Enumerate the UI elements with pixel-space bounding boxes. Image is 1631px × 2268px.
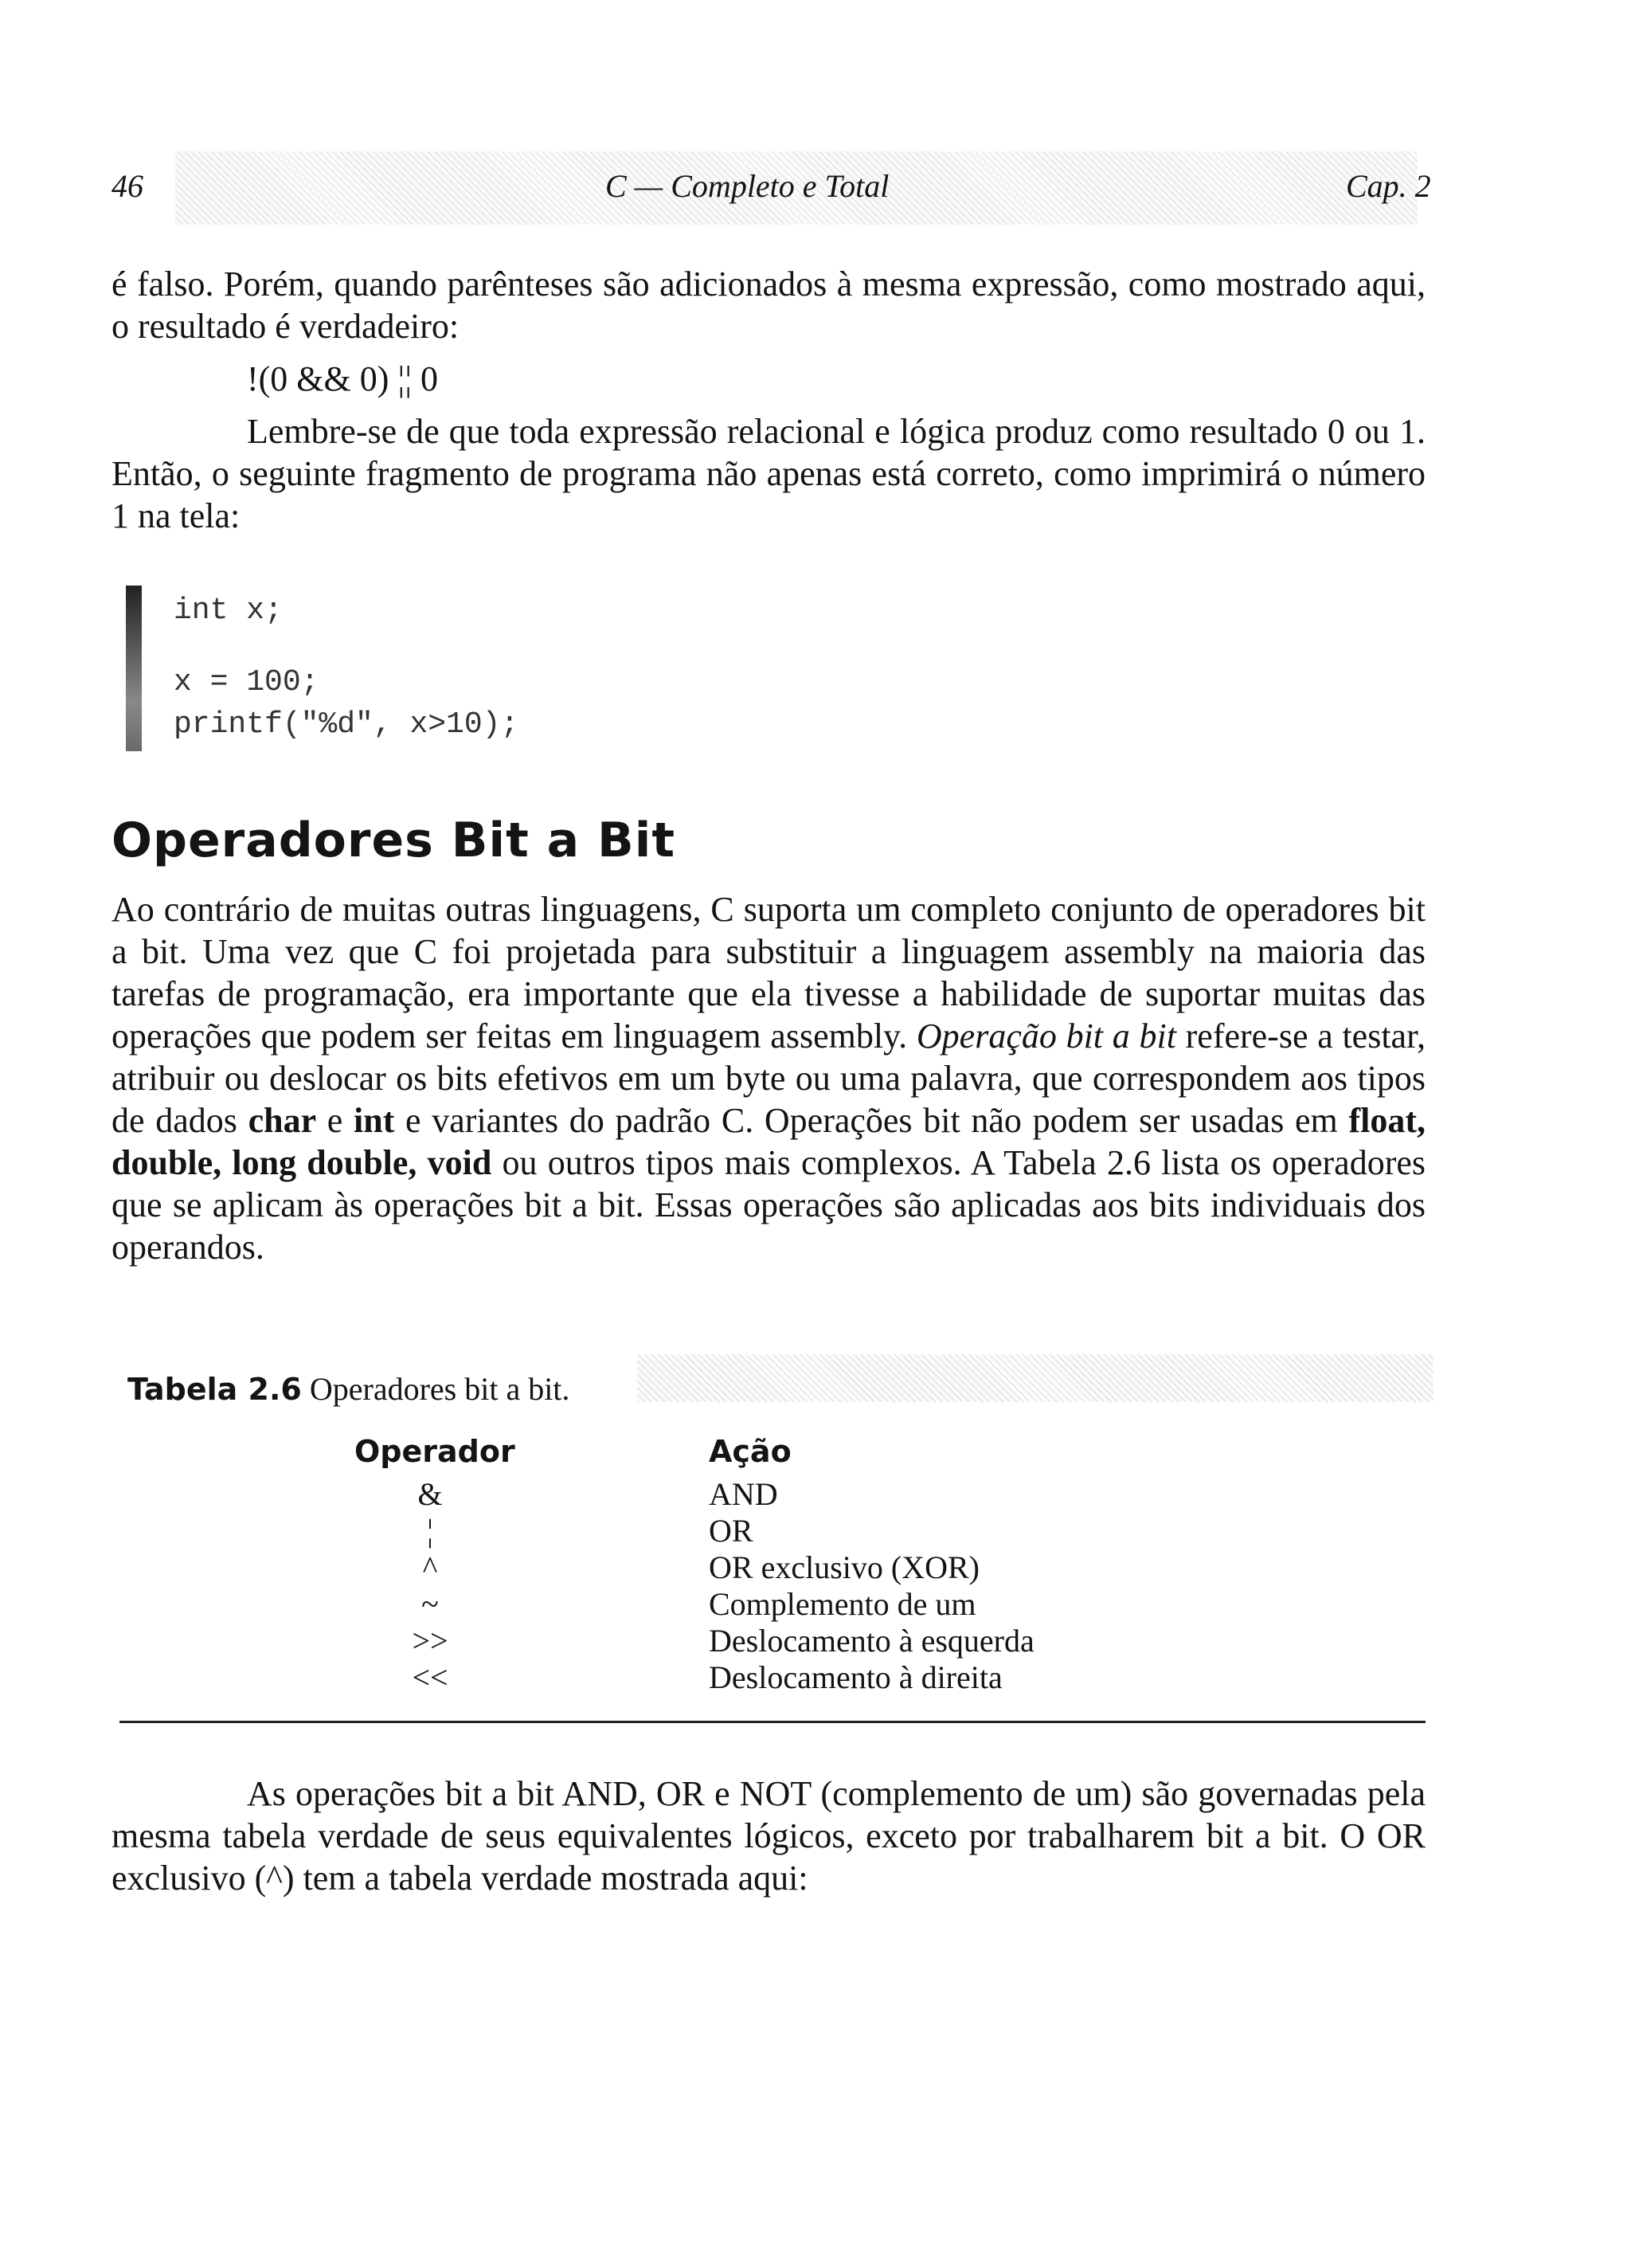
keyword-long-double: long double, [232,1143,417,1182]
section-heading: Operadores Bit a Bit [111,813,676,868]
keyword-void: void [427,1143,492,1182]
code-line-1: int x; [174,593,283,628]
keyword-double: double, [111,1143,222,1182]
body-text-d: e variantes do padrão C. Operações bit não podem ser usadas em [394,1101,1349,1140]
running-title: C — Completo e Total [605,168,890,204]
table-row-op: ¦ [426,1513,433,1549]
table-row-op: & [417,1476,443,1512]
column-header-operator: Operador [354,1434,515,1469]
keyword-float: float, [1348,1101,1426,1140]
body-text-b: refere-se a testar, atribuir ou deslocar os bits efetivos em um byte ou uma palavra, que correspondem aos tipos de dados [111,1016,1426,1140]
table-row-action: OR [709,1513,753,1549]
table-row-action: Complemento de um [709,1586,976,1622]
table-row-op: << [412,1659,448,1695]
intro-paragraph-2: Lembre-se de que toda expressão relacional e lógica produz como resultado 0 ou 1. Então, o seguinte fragmento de programa não apenas está correto, como imprimirá o número 1 na tela: [111,412,1426,535]
table-row-op: >> [412,1623,448,1659]
body-text-c: e [316,1101,354,1140]
body-italic-term: Operação bit a bit [916,1016,1176,1056]
code-margin-bar [126,586,142,751]
intro-paragraph-1: é falso. Porém, quando parênteses são adicionados à mesma expressão, como mostrado aqui, o resultado é verdadeiro: [111,264,1426,346]
keyword-int: int [354,1101,395,1140]
closing-paragraph: As operações bit a bit AND, OR e NOT (complemento de um) são governadas pela mesma tabela verdade de seus equivalentes lógicos, exceto por trabalharem bit a bit. O OR exclusivo (^) tem a tabela verdade mostrada aqui: [111,1774,1426,1898]
code-line-3: printf("%d", x>10); [174,707,519,742]
table-row-op: ^ [422,1549,438,1585]
body-text-e: ou outros tipos mais complexos. A Tabela 2.6 lista os operadores que se aplicam às operações bit a bit. Essas operações são aplicadas aos bits individuais dos operandos. [111,1143,1426,1267]
code-line-2: x = 100; [174,665,319,699]
body-text-a: Ao contrário de muitas outras linguagens, C suporta um completo conjunto de operadores bit a bit. Uma vez que C foi projetada para substituir a linguagem assembly na maioria das tarefas de programação, era importante que ela tivesse a habilidade de suportar muitas das operações que podem ser feitas em linguagem assembly. [111,890,1426,1056]
chapter-label: Cap. 2 [1346,168,1431,204]
table-caption-text: Operadores bit a bit. [309,1371,570,1407]
column-header-action: Ação [709,1434,792,1469]
table-caption-label: Tabela 2.6 [127,1372,302,1407]
table-caption [127,1370,569,1408]
table-row-action: OR exclusivo (XOR) [709,1549,980,1585]
page-number: 46 [111,168,143,204]
table-bottom-rule [119,1721,1426,1723]
table-row-action: Deslocamento à direita [709,1659,1003,1695]
caption-texture [637,1354,1433,1402]
section-body [111,888,1426,1268]
table-row-action: AND [709,1476,778,1512]
keyword-char: char [248,1101,317,1140]
logical-expression: !(0 && 0) ¦¦ 0 [247,359,439,398]
table-row-action: Deslocamento à esquerda [709,1623,1035,1659]
table-row-op: ~ [421,1586,439,1622]
